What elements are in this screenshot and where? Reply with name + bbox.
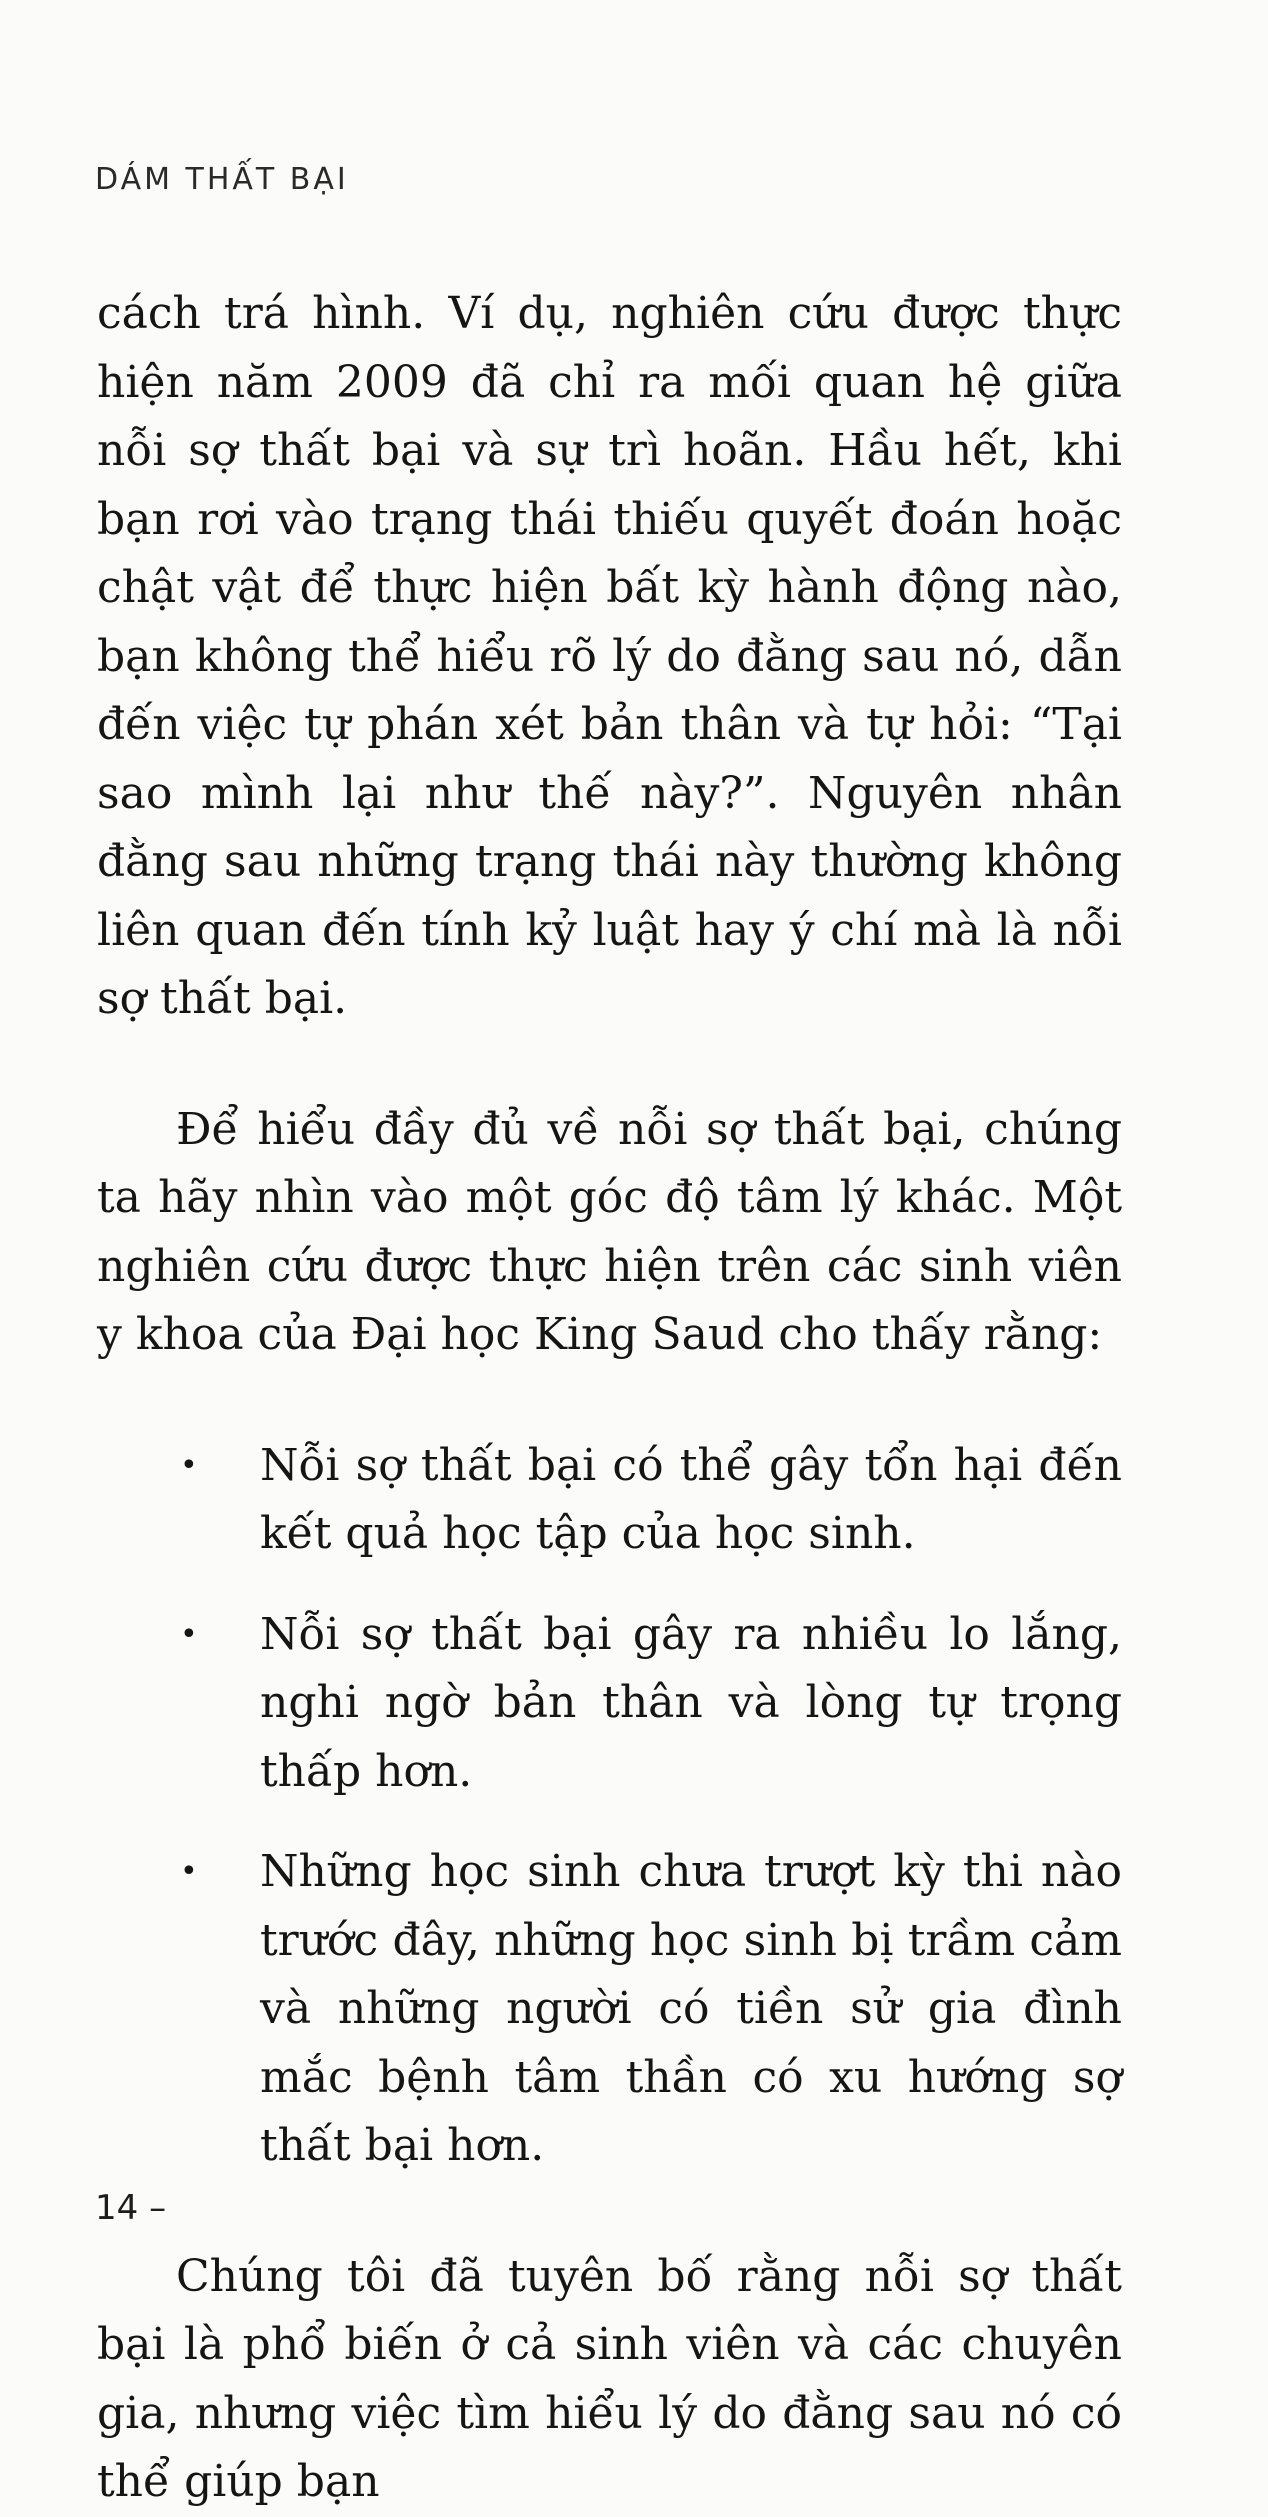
- list-item-text: Nỗi sợ thất bại có thể gây tổn hại đến kết quả học tập của học sinh.: [260, 1439, 1122, 1559]
- list-item: [97, 1432, 1122, 1569]
- bullet-icon: •: [180, 1854, 198, 1889]
- paragraph-continued: cách trá hình. Ví dụ, nghiên cứu được thực hiện năm 2009 đã chỉ ra mối quan hệ giữa nỗi sợ thất bại và sự trì hoãn. Hầu hết, khi bạn rơi vào trạng thái thiếu quyết đoán hoặc chật vật để thực hiện bất kỳ hành động nào, bạn không thể hiểu rõ lý do đằng sau nó, dẫn đến việc tự phán xét bản thân và tự hỏi: “Tại sao mình lại như thế này?”. Nguyên nhân đằng sau những trạng thái này thường không liên quan đến tính kỷ luật hay ý chí mà là nỗi sợ thất bại.: [97, 288, 1122, 1024]
- running-header-title: DÁM THẤT BẠI: [95, 162, 349, 197]
- paragraph-intro-study: Để hiểu đầy đủ về nỗi sợ thất bại, chúng ta hãy nhìn vào một góc độ tâm lý khác. Một nghiên cứu được thực hiện trên các sinh viên y khoa của Đại học King Saud cho thấy rằng:: [97, 1103, 1122, 1360]
- page-body: [97, 280, 1122, 2517]
- paragraph-conclusion: Chúng tôi đã tuyên bố rằng nỗi sợ thất bại là phổ biến ở cả sinh viên và các chuyên gia, nhưng việc tìm hiểu lý do đằng sau nó có thể giúp bạn: [97, 2250, 1122, 2507]
- list-item: [97, 1838, 1122, 2181]
- page-number: 14 –: [95, 2188, 167, 2228]
- study-findings-list: [97, 1432, 1122, 2181]
- list-item: [97, 1601, 1122, 1807]
- list-item-text: Nỗi sợ thất bại gây ra nhiều lo lắng, nghi ngờ bản thân và lòng tự trọng thấp hơn.: [260, 1608, 1122, 1797]
- bullet-icon: •: [180, 1447, 198, 1483]
- list-item-text: Những học sinh chưa trượt kỳ thi nào trước đây, những học sinh bị trầm cảm và những người có tiền sử gia đình mắc bệnh tâm thần có xu hướng sợ thất bại hơn.: [260, 1846, 1122, 2171]
- bullet-icon: •: [180, 1616, 198, 1652]
